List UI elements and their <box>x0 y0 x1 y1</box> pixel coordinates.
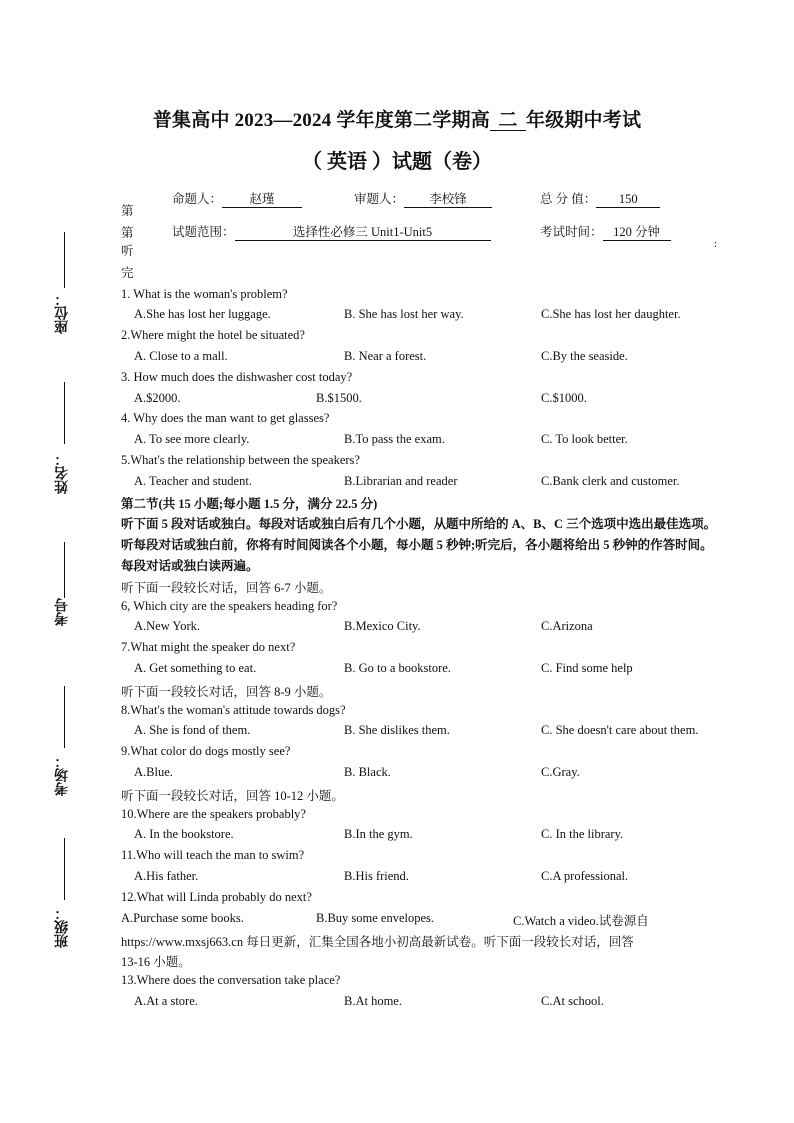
option-c: C. Find some help <box>541 661 633 675</box>
side-line <box>64 686 65 748</box>
section-2-instructions: 听下面 5 段对话或独白。每段对话或独白后有几个小题，从题中所给的 A、B、C 三个选项中选出最佳选项。听每段对话或独白前，你将有时间阅读各个小题，每小题 5 秒钟;听完后，各小题将给出 5 秒钟的作答时间。每段对话或独白读两遍。 <box>121 517 717 573</box>
vertical-char-1: 第 <box>121 204 134 218</box>
option-c: C.At school. <box>541 994 604 1008</box>
option-b: B. She has lost her way. <box>344 307 464 321</box>
option-b: B.Buy some envelopes. <box>316 911 435 925</box>
side-line <box>64 542 65 598</box>
source-url-line: https://www.mxsj663.cn 每日更新，汇集全国各地小初高最新试卷。听下面一段较长对话，回答 <box>121 935 634 949</box>
source-note: 试卷源自 <box>598 914 649 928</box>
option-a: A. Close to a mall. <box>134 349 228 363</box>
option-a: A. Teacher and student. <box>134 474 252 488</box>
option-c: C.Arizona <box>541 619 593 633</box>
option-a: A.$2000. <box>134 391 181 405</box>
option-c: C. In the library. <box>541 827 624 841</box>
option-c: C.By the seaside. <box>541 349 628 363</box>
side-line <box>64 838 65 900</box>
option-b: B. Go to a bookstore. <box>344 661 451 675</box>
scope-field <box>172 222 491 241</box>
name-label: 姓名： <box>55 452 70 494</box>
option-a: A.New York. <box>134 619 200 633</box>
vertical-char-2: 第 <box>121 226 134 240</box>
option-b: B. She dislikes them. <box>344 723 450 737</box>
dialogue-intro-8-9: 听下面一段较长对话，回答 8-9 小题。 <box>121 685 332 699</box>
scope-label: 试题范围： <box>172 225 235 239</box>
time-field <box>540 222 671 241</box>
option-c: C. She doesn't care about them. <box>541 723 699 737</box>
option-a: A.At a store. <box>134 994 198 1008</box>
stray-mark: : <box>714 238 718 250</box>
side-line <box>64 382 65 444</box>
side-line <box>64 232 65 288</box>
option-b: B.His friend. <box>344 869 409 883</box>
class-label: 班级： <box>55 906 70 948</box>
question-1: 1. What is the woman's problem? <box>121 287 288 301</box>
scope-value: 选择性必修三 Unit1-Unit5 <box>235 225 491 241</box>
option-a: A. She is fond of them. <box>134 723 251 737</box>
dialogue-intro-6-7: 听下面一段较长对话，回答 6-7 小题。 <box>121 581 332 595</box>
exam-room-label: 考场： <box>55 754 70 796</box>
setter-label: 命题人： <box>172 192 223 206</box>
option-c: C.A professional. <box>541 869 629 883</box>
reviewer-label: 审题人： <box>354 192 405 206</box>
question-11: 11.Who will teach the man to swim? <box>121 848 305 862</box>
question-9: 9.What color do dogs mostly see? <box>121 744 291 758</box>
option-a: A.Purchase some books. <box>121 911 244 925</box>
option-c: C.Bank clerk and customer. <box>541 474 680 488</box>
section-2-heading: 第二节(共 15 小题;每小题 1.5 分，满分 22.5 分) <box>121 497 378 511</box>
question-4: 4. Why does the man want to get glasses? <box>121 411 330 425</box>
score-value: 150 <box>596 192 660 208</box>
exam-title-line2: （ 英语 ）试题（卷） <box>302 151 492 173</box>
option-b: B. Black. <box>344 765 391 779</box>
option-b: B.Mexico City. <box>344 619 421 633</box>
question-3: 3. How much does the dishwasher cost today? <box>121 370 353 384</box>
option-a: A.His father. <box>134 869 199 883</box>
question-10: 10.Where are the speakers probably? <box>121 807 306 821</box>
option-c: C.She has lost her daughter. <box>541 307 681 321</box>
option-a: A. Get something to eat. <box>134 661 257 675</box>
reviewer-value: 李校锋 <box>404 192 492 208</box>
option-b: B.$1500. <box>316 391 362 405</box>
vertical-char-3: 听 <box>121 244 134 258</box>
time-value: 120 分钟 <box>603 225 671 241</box>
exam-title-line1 <box>0 105 794 132</box>
seat-label: 座位： <box>55 292 70 334</box>
setter-field <box>172 189 302 208</box>
option-c: C.Gray. <box>541 765 580 779</box>
option-b: B.To pass the exam. <box>344 432 445 446</box>
question-7: 7.What might the speaker do next? <box>121 640 296 654</box>
question-8: 8.What's the woman's attitude towards dogs? <box>121 703 346 717</box>
vertical-char-4: 完 <box>121 266 134 280</box>
question-13: 13.Where does the conversation take place? <box>121 973 341 987</box>
option-c-with-source <box>513 911 649 929</box>
option-a: A.She has lost her luggage. <box>134 307 271 321</box>
option-a: A. In the bookstore. <box>134 827 234 841</box>
question-5: 5.What's the relationship between the speakers? <box>121 453 360 467</box>
time-label: 考试时间： <box>540 225 603 239</box>
option-b: B.In the gym. <box>344 827 413 841</box>
option-c: C.$1000. <box>541 391 587 405</box>
score-field <box>540 189 660 208</box>
dialogue-intro-10-12: 听下面一段较长对话，回答 10-12 小题。 <box>121 789 344 803</box>
score-label: 总 分 值： <box>540 192 597 206</box>
option-c: C.Watch a video. <box>513 914 599 928</box>
title-prefix: 普集高中 2023—2024 学年度第二学期高 <box>152 110 490 131</box>
option-b: B.At home. <box>344 994 402 1008</box>
option-a: A.Blue. <box>134 765 173 779</box>
grade-blank: 二 <box>490 112 526 131</box>
question-6: 6, Which city are the speakers heading for? <box>121 599 338 613</box>
option-c: C. To look better. <box>541 432 628 446</box>
exam-number-label: 考号 <box>55 598 70 626</box>
question-12: 12.What will Linda probably do next? <box>121 890 312 904</box>
reviewer-field <box>354 189 492 208</box>
option-b: B. Near a forest. <box>344 349 427 363</box>
setter-value: 赵瑾 <box>222 192 302 208</box>
option-b: B.Librarian and reader <box>344 474 458 488</box>
option-a: A. To see more clearly. <box>134 432 250 446</box>
dialogue-intro-13-16: 13-16 小题。 <box>121 955 191 969</box>
title-suffix: 年级期中考试 <box>525 110 642 131</box>
question-2: 2.Where might the hotel be situated? <box>121 328 305 342</box>
